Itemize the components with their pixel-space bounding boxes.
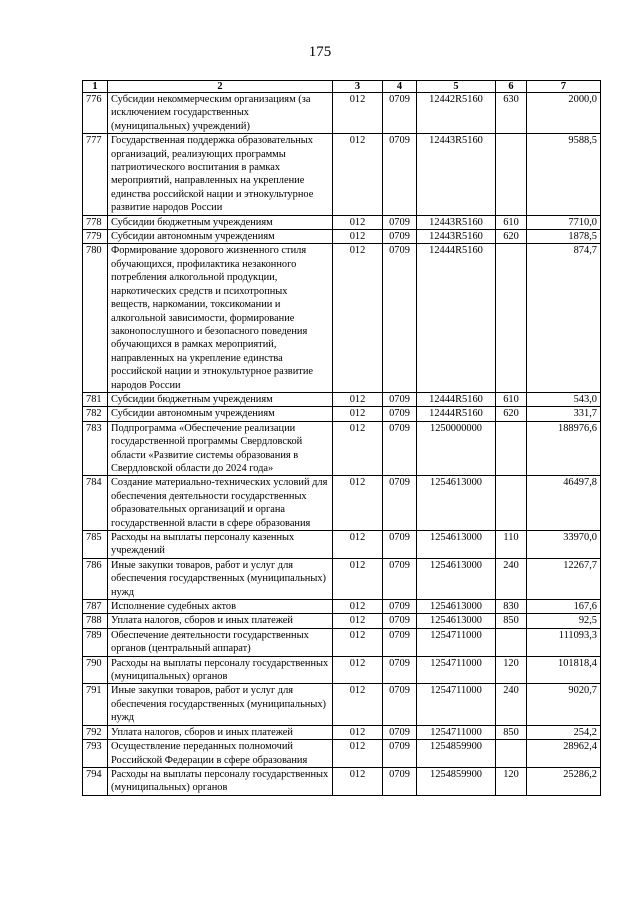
section-code: 0709 bbox=[383, 476, 417, 531]
target-article-code: 12444R5160 bbox=[417, 392, 496, 406]
amount: 7710,0 bbox=[527, 215, 601, 229]
target-article-code: 12443R5160 bbox=[417, 230, 496, 244]
expense-type-code: 120 bbox=[496, 767, 527, 795]
expense-name: Осуществление переданных полномочий Российской Федерации в сфере образования bbox=[108, 740, 333, 768]
expense-name: Уплата налогов, сборов и иных платежей bbox=[108, 725, 333, 739]
target-article-code: 1254711000 bbox=[417, 725, 496, 739]
section-code: 0709 bbox=[383, 725, 417, 739]
expense-type-code: 610 bbox=[496, 392, 527, 406]
target-article-code: 1254859900 bbox=[417, 767, 496, 795]
expense-type-code: 630 bbox=[496, 93, 527, 134]
table-row bbox=[83, 614, 601, 628]
department-code: 012 bbox=[333, 134, 383, 215]
expense-name: Субсидии некоммерческим организациям (за исключением государственных (муниципальных) учреждений) bbox=[108, 93, 333, 134]
department-code: 012 bbox=[333, 628, 383, 656]
expense-name: Расходы на выплаты персоналу казенных учреждений bbox=[108, 531, 333, 559]
amount: 92,5 bbox=[527, 614, 601, 628]
expense-name: Субсидии бюджетным учреждениям bbox=[108, 215, 333, 229]
table-row bbox=[83, 558, 601, 599]
column-header-7: 7 bbox=[527, 81, 601, 93]
amount: 12267,7 bbox=[527, 558, 601, 599]
section-code: 0709 bbox=[383, 244, 417, 392]
section-code: 0709 bbox=[383, 600, 417, 614]
expense-name: Иные закупки товаров, работ и услуг для обеспечения государственных (муниципальных) нужд bbox=[108, 558, 333, 599]
expense-type-code bbox=[496, 421, 527, 476]
row-number: 783 bbox=[83, 421, 108, 476]
section-code: 0709 bbox=[383, 134, 417, 215]
section-code: 0709 bbox=[383, 767, 417, 795]
amount: 874,7 bbox=[527, 244, 601, 392]
expense-name: Расходы на выплаты персоналу государственных (муниципальных) органов bbox=[108, 767, 333, 795]
expense-type-code: 620 bbox=[496, 230, 527, 244]
table-row bbox=[83, 628, 601, 656]
section-code: 0709 bbox=[383, 392, 417, 406]
column-header-2: 2 bbox=[108, 81, 333, 93]
section-code: 0709 bbox=[383, 656, 417, 684]
table-row bbox=[83, 656, 601, 684]
department-code: 012 bbox=[333, 215, 383, 229]
amount: 46497,8 bbox=[527, 476, 601, 531]
expense-type-code: 240 bbox=[496, 684, 527, 725]
amount: 2000,0 bbox=[527, 93, 601, 134]
department-code: 012 bbox=[333, 614, 383, 628]
amount: 188976,6 bbox=[527, 421, 601, 476]
table-row bbox=[83, 421, 601, 476]
column-header-6: 6 bbox=[496, 81, 527, 93]
department-code: 012 bbox=[333, 407, 383, 421]
row-number: 779 bbox=[83, 230, 108, 244]
target-article-code: 12444R5160 bbox=[417, 244, 496, 392]
page-number: 175 bbox=[308, 44, 332, 60]
row-number: 781 bbox=[83, 392, 108, 406]
amount: 33970,0 bbox=[527, 531, 601, 559]
expense-name: Исполнение судебных актов bbox=[108, 600, 333, 614]
department-code: 012 bbox=[333, 684, 383, 725]
table-row bbox=[83, 725, 601, 739]
section-code: 0709 bbox=[383, 614, 417, 628]
table-row bbox=[83, 93, 601, 134]
expense-type-code: 850 bbox=[496, 614, 527, 628]
section-code: 0709 bbox=[383, 740, 417, 768]
table-row bbox=[83, 407, 601, 421]
table-row bbox=[83, 740, 601, 768]
expense-type-code: 610 bbox=[496, 215, 527, 229]
row-number: 788 bbox=[83, 614, 108, 628]
row-number: 786 bbox=[83, 558, 108, 599]
row-number: 784 bbox=[83, 476, 108, 531]
expense-name: Расходы на выплаты персоналу государственных (муниципальных) органов bbox=[108, 656, 333, 684]
table-row bbox=[83, 600, 601, 614]
row-number: 780 bbox=[83, 244, 108, 392]
section-code: 0709 bbox=[383, 215, 417, 229]
table-row bbox=[83, 244, 601, 392]
expense-name: Формирование здорового жизненного стиля обучающихся, профилактика незаконного потребления алкогольной продукции, наркотических средств и психотропных веществ, наркомании, токсикомании и алкогольной зависимости, формирование законопослушного и безопасного поведения обучающихся в рамках мероприятий, направленных на укрепление единства российской нации и этнокультурное развитие народов России bbox=[108, 244, 333, 392]
row-number: 793 bbox=[83, 740, 108, 768]
table-row bbox=[83, 531, 601, 559]
expense-type-code bbox=[496, 134, 527, 215]
target-article-code: 1254711000 bbox=[417, 684, 496, 725]
expense-type-code bbox=[496, 628, 527, 656]
department-code: 012 bbox=[333, 740, 383, 768]
expense-type-code bbox=[496, 740, 527, 768]
amount: 1878,5 bbox=[527, 230, 601, 244]
table-row bbox=[83, 392, 601, 406]
target-article-code: 1254711000 bbox=[417, 628, 496, 656]
department-code: 012 bbox=[333, 421, 383, 476]
row-number: 792 bbox=[83, 725, 108, 739]
column-number-row bbox=[83, 81, 601, 93]
amount: 331,7 bbox=[527, 407, 601, 421]
target-article-code: 1254613000 bbox=[417, 476, 496, 531]
target-article-code: 12442R5160 bbox=[417, 93, 496, 134]
expense-type-code bbox=[496, 476, 527, 531]
target-article-code: 12444R5160 bbox=[417, 407, 496, 421]
expense-type-code: 850 bbox=[496, 725, 527, 739]
target-article-code: 1254613000 bbox=[417, 600, 496, 614]
table-body bbox=[83, 93, 601, 796]
expense-name: Обеспечение деятельности государственных органов (центральный аппарат) bbox=[108, 628, 333, 656]
department-code: 012 bbox=[333, 656, 383, 684]
section-code: 0709 bbox=[383, 531, 417, 559]
expense-type-code: 830 bbox=[496, 600, 527, 614]
row-number: 790 bbox=[83, 656, 108, 684]
target-article-code: 12443R5160 bbox=[417, 215, 496, 229]
column-header-3: 3 bbox=[333, 81, 383, 93]
section-code: 0709 bbox=[383, 558, 417, 599]
amount: 9020,7 bbox=[527, 684, 601, 725]
column-header-1: 1 bbox=[83, 81, 108, 93]
department-code: 012 bbox=[333, 725, 383, 739]
expense-name: Создание материально-технических условий для обеспечения деятельности государственных образовательных организаций и органа государственной власти в сфере образования bbox=[108, 476, 333, 531]
department-code: 012 bbox=[333, 767, 383, 795]
table-row bbox=[83, 684, 601, 725]
expense-type-code: 120 bbox=[496, 656, 527, 684]
department-code: 012 bbox=[333, 244, 383, 392]
row-number: 777 bbox=[83, 134, 108, 215]
section-code: 0709 bbox=[383, 407, 417, 421]
row-number: 778 bbox=[83, 215, 108, 229]
table-row bbox=[83, 134, 601, 215]
amount: 101818,4 bbox=[527, 656, 601, 684]
department-code: 012 bbox=[333, 230, 383, 244]
expense-name: Уплата налогов, сборов и иных платежей bbox=[108, 614, 333, 628]
department-code: 012 bbox=[333, 476, 383, 531]
section-code: 0709 bbox=[383, 230, 417, 244]
expense-name: Субсидии автономным учреждениям bbox=[108, 230, 333, 244]
department-code: 012 bbox=[333, 600, 383, 614]
amount: 28962,4 bbox=[527, 740, 601, 768]
row-number: 785 bbox=[83, 531, 108, 559]
expense-type-code: 110 bbox=[496, 531, 527, 559]
section-code: 0709 bbox=[383, 421, 417, 476]
table-row bbox=[83, 215, 601, 229]
expense-name: Субсидии автономным учреждениям bbox=[108, 407, 333, 421]
amount: 167,6 bbox=[527, 600, 601, 614]
section-code: 0709 bbox=[383, 93, 417, 134]
target-article-code: 1254711000 bbox=[417, 656, 496, 684]
row-number: 789 bbox=[83, 628, 108, 656]
target-article-code: 1254859900 bbox=[417, 740, 496, 768]
amount: 25286,2 bbox=[527, 767, 601, 795]
row-number: 787 bbox=[83, 600, 108, 614]
table-row bbox=[83, 767, 601, 795]
amount: 254,2 bbox=[527, 725, 601, 739]
target-article-code: 1254613000 bbox=[417, 614, 496, 628]
department-code: 012 bbox=[333, 93, 383, 134]
budget-table bbox=[82, 80, 601, 796]
table-row bbox=[83, 230, 601, 244]
column-header-4: 4 bbox=[383, 81, 417, 93]
department-code: 012 bbox=[333, 392, 383, 406]
amount: 543,0 bbox=[527, 392, 601, 406]
department-code: 012 bbox=[333, 558, 383, 599]
expense-type-code: 240 bbox=[496, 558, 527, 599]
section-code: 0709 bbox=[383, 684, 417, 725]
target-article-code: 12443R5160 bbox=[417, 134, 496, 215]
expense-name: Подпрограмма «Обеспечение реализации государственной программы Свердловской области «Развитие системы образования в Свердловской области до 2024 года» bbox=[108, 421, 333, 476]
expense-type-code: 620 bbox=[496, 407, 527, 421]
target-article-code: 1250000000 bbox=[417, 421, 496, 476]
expense-name: Иные закупки товаров, работ и услуг для обеспечения государственных (муниципальных) нужд bbox=[108, 684, 333, 725]
row-number: 776 bbox=[83, 93, 108, 134]
row-number: 791 bbox=[83, 684, 108, 725]
department-code: 012 bbox=[333, 531, 383, 559]
expense-name: Субсидии бюджетным учреждениям bbox=[108, 392, 333, 406]
table-row bbox=[83, 476, 601, 531]
section-code: 0709 bbox=[383, 628, 417, 656]
amount: 9588,5 bbox=[527, 134, 601, 215]
expense-name: Государственная поддержка образовательных организаций, реализующих программы патриотического воспитания в рамках мероприятий, направленных на укрепление единства российской нации и этнокультурное развитие народов России bbox=[108, 134, 333, 215]
expense-type-code bbox=[496, 244, 527, 392]
amount: 111093,3 bbox=[527, 628, 601, 656]
target-article-code: 1254613000 bbox=[417, 531, 496, 559]
column-header-5: 5 bbox=[417, 81, 496, 93]
row-number: 782 bbox=[83, 407, 108, 421]
target-article-code: 1254613000 bbox=[417, 558, 496, 599]
row-number: 794 bbox=[83, 767, 108, 795]
